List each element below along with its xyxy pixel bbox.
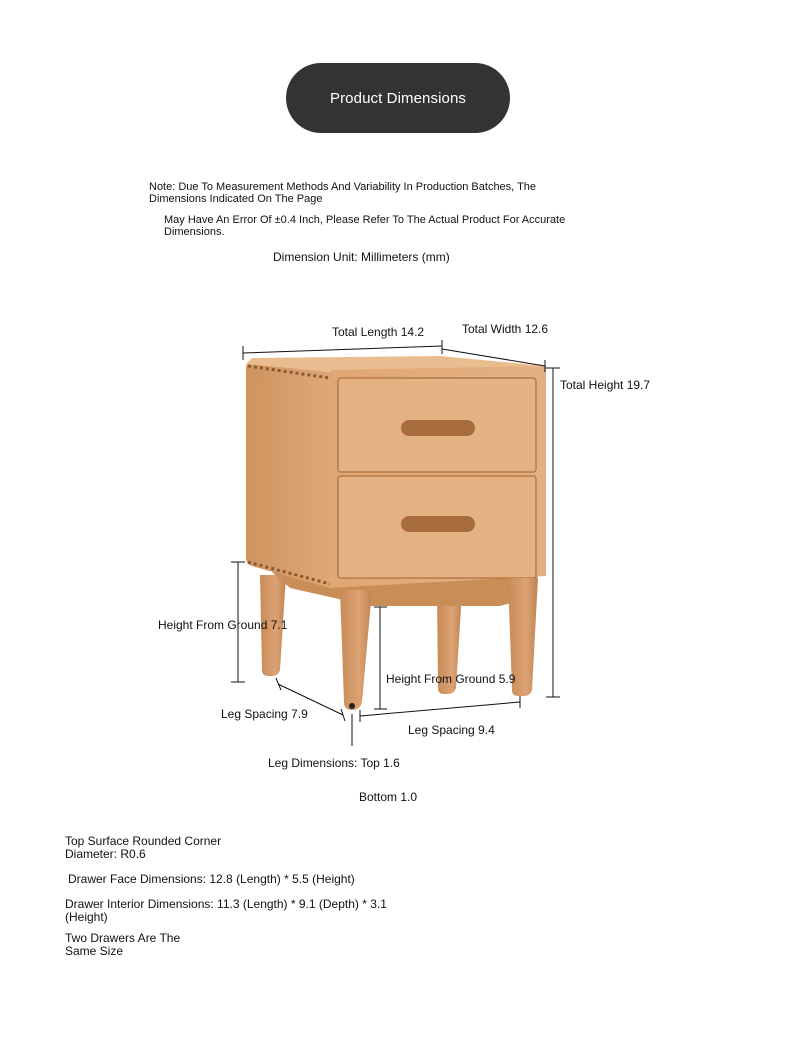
leg-spacing-right-label: Leg Spacing 9.4 [408,723,495,737]
front-left-leg [340,590,372,710]
leg-spacing-left-label: Leg Spacing 7.9 [221,707,308,721]
dimension-unit: Dimension Unit: Millimeters (mm) [273,250,450,264]
side-panel [246,362,330,588]
measurement-note: Note: Due To Measurement Methods And Variability In Production Batches, The Dimensions Indicated On The Page [149,181,537,205]
total-width-label: Total Width 12.6 [462,322,549,336]
drawers-spec: Two Drawers Are The Same Size [65,931,181,958]
leg-dimensions-top-label: Leg Dimensions: Top 1.6 [268,756,400,770]
lower-drawer-handle [401,516,475,532]
error-note: May Have An Error Of ±0.4 Inch, Please Refer To The Actual Product For Accurate Dimensions. [164,214,566,238]
drawer-interior-spec: Drawer Interior Dimensions: 11.3 (Length) * 9.1 (Depth) * 3.1 (Height) [65,897,387,924]
height-from-ground-left-label: Height From Ground 7.1 [158,618,288,632]
total-height-label: Total Height 19.7 [560,378,651,392]
product-dimensions-title: Product Dimensions [286,63,510,133]
total-length-label: Total Length 14.2 [332,325,425,339]
leg-dimensions-bottom-label: Bottom 1.0 [359,790,418,804]
leg-foot-pad [349,703,355,709]
height-from-ground-right-label: Height From Ground 5.9 [386,672,516,686]
drawer-face-spec: Drawer Face Dimensions: 12.8 (Length) * 5.5 (Height) [68,872,355,886]
upper-drawer-handle [401,420,475,436]
corner-spec: Top Surface Rounded Corner Diameter: R0.6 [65,834,222,861]
